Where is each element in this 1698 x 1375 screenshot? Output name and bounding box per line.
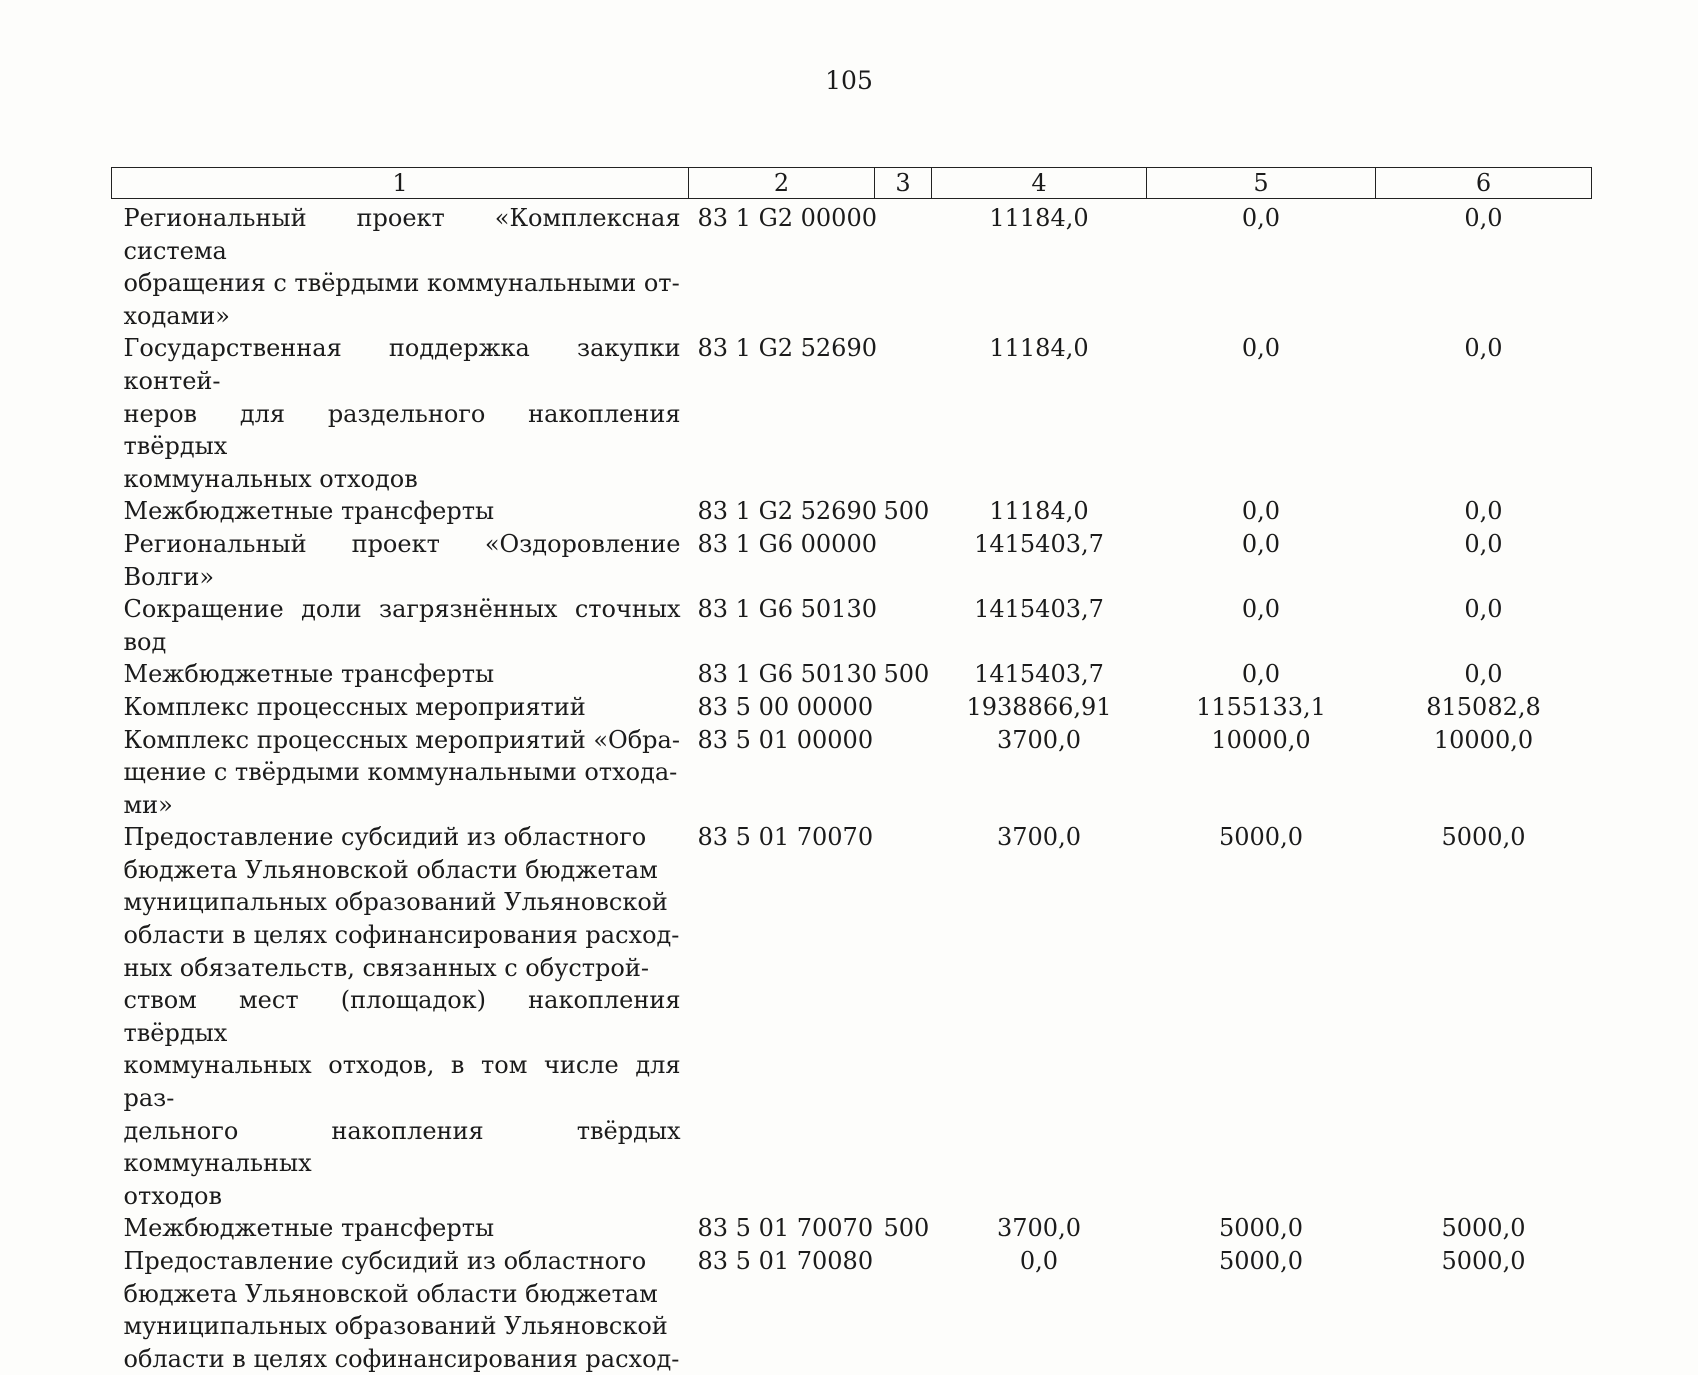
row-value-col5: 5000,0 [1147,821,1376,1212]
row-code-cell: 83 1 G6 50130 [689,593,875,658]
row-code-cell: 83 1 G6 00000 [689,528,875,593]
row-value-col6: 0,0 [1376,495,1592,528]
table-row [112,658,1592,691]
row-vr-cell [875,332,932,495]
row-vr-cell [875,1245,932,1375]
row-name-line: обращения с твёрдыми коммунальными от- [124,267,681,300]
table-row [112,1212,1592,1245]
row-value-col5: 1155133,1 [1147,691,1376,724]
row-value-col6: 0,0 [1376,593,1592,658]
row-value-col5: 5000,0 [1147,1212,1376,1245]
row-name-cell [112,821,689,1212]
row-value-col6: 0,0 [1376,528,1592,593]
row-value-col5: 10000,0 [1147,724,1376,822]
row-vr-cell [875,593,932,658]
table-row [112,821,1592,1212]
row-name-line: Межбюджетные трансферты [124,1212,681,1245]
table-row [112,199,1592,333]
row-name-cell [112,199,689,333]
row-name-line: отходов [124,1180,681,1213]
row-name-line: Сокращение доли загрязнённых сточных вод [124,593,681,658]
row-name-line: Региональный проект «Оздоровление Волги» [124,528,681,593]
header-col-2: 2 [689,168,875,199]
row-value-col5: 0,0 [1147,528,1376,593]
row-name-cell [112,528,689,593]
row-name-cell [112,691,689,724]
row-name-line: Межбюджетные трансферты [124,495,681,528]
row-vr-cell [875,724,932,822]
row-vr-cell [875,821,932,1212]
header-col-3: 3 [875,168,932,199]
row-name-line: бюджета Ульяновской области бюджетам [124,1278,681,1311]
row-value-col6: 5000,0 [1376,1245,1592,1375]
row-vr-cell: 500 [875,495,932,528]
row-vr-cell: 500 [875,1212,932,1245]
row-name-line: Государственная поддержка закупки контей- [124,332,681,397]
row-value-col5: 0,0 [1147,593,1376,658]
row-value-col6: 0,0 [1376,658,1592,691]
row-value-col5: 0,0 [1147,658,1376,691]
row-name-cell [112,724,689,822]
row-value-col4: 0,0 [932,1245,1147,1375]
row-value-col4: 1415403,7 [932,658,1147,691]
row-value-col4: 11184,0 [932,332,1147,495]
row-name-line: Комплекс процессных мероприятий «Обра- [124,724,681,757]
table-body [112,199,1592,1375]
row-name-line: коммунальных отходов [124,463,681,496]
row-name-line: ми» [124,789,681,822]
row-name-line: ством мест (площадок) накопления твёрдых [124,984,681,1049]
row-code-cell: 83 5 01 70070 [689,821,875,1212]
row-code-cell: 83 5 00 00000 [689,691,875,724]
row-name-cell [112,593,689,658]
row-name-line: Предоставление субсидий из областного [124,821,681,854]
row-vr-cell [875,199,932,333]
row-name-line: неров для раздельного накопления твёрдых [124,398,681,463]
row-value-col5: 0,0 [1147,332,1376,495]
row-code-cell: 83 1 G2 52690 [689,495,875,528]
row-code-cell: 83 5 01 70070 [689,1212,875,1245]
row-vr-cell: 500 [875,658,932,691]
row-code-cell: 83 5 01 70080 [689,1245,875,1375]
row-code-cell: 83 5 01 00000 [689,724,875,822]
row-name-cell [112,495,689,528]
row-value-col6: 0,0 [1376,199,1592,333]
page-number: 105 [0,66,1698,95]
row-code-cell: 83 1 G6 50130 [689,658,875,691]
table-row [112,332,1592,495]
row-code-cell: 83 1 G2 00000 [689,199,875,333]
row-name-line: дельного накопления твёрдых коммунальных [124,1115,681,1180]
row-value-col4: 3700,0 [932,1212,1147,1245]
row-name-line: ходами» [124,300,681,333]
row-value-col4: 3700,0 [932,821,1147,1212]
row-name-line: Комплекс процессных мероприятий [124,691,681,724]
row-name-line: бюджета Ульяновской области бюджетам [124,854,681,887]
row-vr-cell [875,691,932,724]
table-row [112,1245,1592,1375]
row-value-col4: 1415403,7 [932,593,1147,658]
row-value-col4: 11184,0 [932,199,1147,333]
row-value-col6: 815082,8 [1376,691,1592,724]
row-value-col6: 5000,0 [1376,821,1592,1212]
row-name-line: коммунальных отходов, в том числе для раз- [124,1049,681,1114]
row-value-col6: 10000,0 [1376,724,1592,822]
row-vr-cell [875,528,932,593]
row-name-line: ных обязательств, связанных с обустрой- [124,952,681,985]
row-code-cell: 83 1 G2 52690 [689,332,875,495]
row-value-col6: 0,0 [1376,332,1592,495]
row-name-cell [112,1245,689,1375]
budget-table [111,167,1592,1375]
row-name-cell [112,332,689,495]
table-header-row [112,168,1592,199]
row-value-col5: 0,0 [1147,199,1376,333]
row-value-col4: 3700,0 [932,724,1147,822]
row-name-line: Межбюджетные трансферты [124,658,681,691]
row-value-col5: 0,0 [1147,495,1376,528]
row-name-line: щение с твёрдыми коммунальными отхода- [124,756,681,789]
row-name-line: области в целях софинансирования расход- [124,1343,681,1375]
table-row [112,528,1592,593]
row-name-cell [112,1212,689,1245]
table-row [112,691,1592,724]
row-name-line: области в целях софинансирования расход- [124,919,681,952]
row-value-col4: 1938866,91 [932,691,1147,724]
row-value-col4: 11184,0 [932,495,1147,528]
row-name-line: Предоставление субсидий из областного [124,1245,681,1278]
header-col-6: 6 [1376,168,1592,199]
row-name-line: муниципальных образований Ульяновской [124,1310,681,1343]
table-row [112,724,1592,822]
row-value-col6: 5000,0 [1376,1212,1592,1245]
row-name-cell [112,658,689,691]
row-value-col4: 1415403,7 [932,528,1147,593]
row-name-line: Региональный проект «Комплексная система [124,202,681,267]
header-col-5: 5 [1147,168,1376,199]
row-name-line: муниципальных образований Ульяновской [124,886,681,919]
header-col-4: 4 [932,168,1147,199]
table-row [112,593,1592,658]
table-row [112,495,1592,528]
header-col-1: 1 [112,168,689,199]
row-value-col5: 5000,0 [1147,1245,1376,1375]
